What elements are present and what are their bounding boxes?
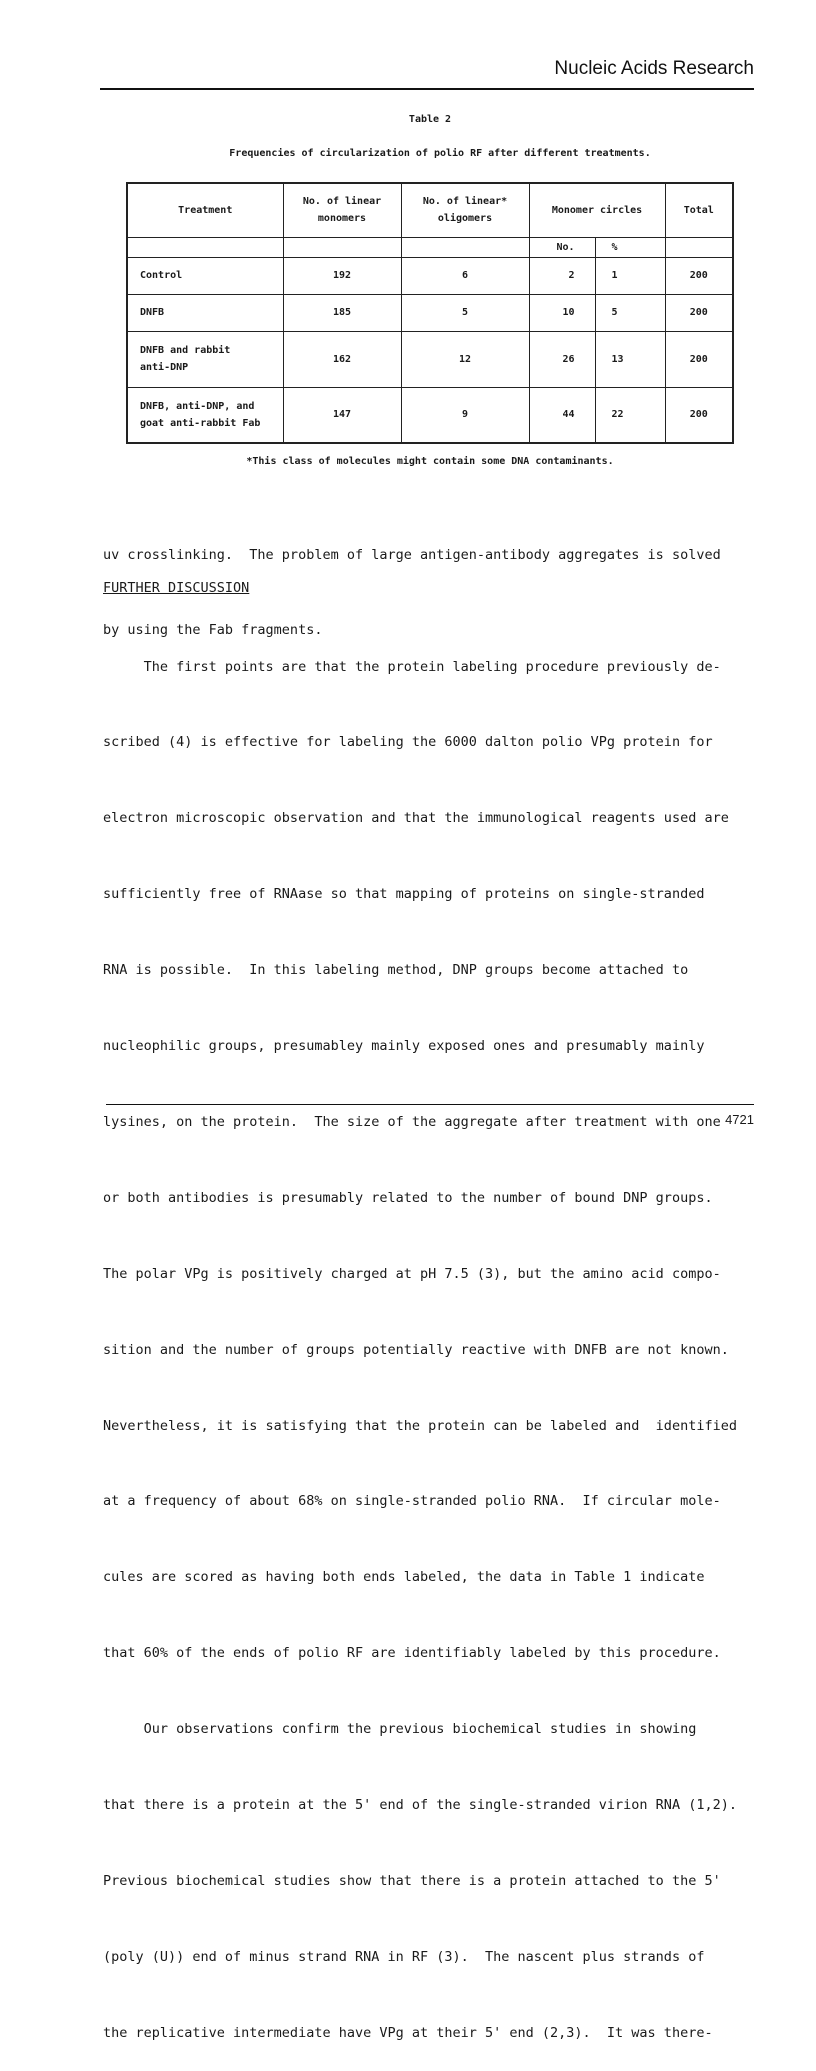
text-line: at a frequency of about 68% on single-stranded polio RNA. If circular mole- xyxy=(103,1493,721,1510)
treatment-cell: DNFB xyxy=(127,294,283,331)
total-cell: 200 xyxy=(665,331,733,387)
circles-no-cell: 2 xyxy=(529,257,595,294)
table-caption: Frequencies of circularization of polio RF after different treatments. xyxy=(229,148,651,159)
oligomers-cell: 5 xyxy=(401,294,529,331)
table-label: Table 2 xyxy=(408,114,452,125)
text-line: RNA is possible. In this labeling method, DNP groups become attached to xyxy=(103,962,689,979)
monomers-cell: 162 xyxy=(283,331,401,387)
text-line: Previous biochemical studies show that there is a protein attached to the 5' xyxy=(103,1872,721,1889)
text-line: uv crosslinking. The problem of large antigen-antibody aggregates is solved xyxy=(103,546,721,563)
circularization-table xyxy=(126,182,734,444)
table-footnote: *This class of molecules might contain some DNA contaminants. xyxy=(246,456,614,467)
treatment-cell xyxy=(127,331,283,387)
text-line: Our observations confirm the previous biochemical studies in showing xyxy=(103,1721,697,1738)
treatment-cell: Control xyxy=(127,257,283,294)
treatment-line1: DNFB and rabbit xyxy=(140,345,231,356)
text-line: Nevertheless, it is satisfying that the protein can be labeled and identified xyxy=(103,1417,737,1434)
circles-pct-cell: 1 xyxy=(595,257,665,294)
table-row-dnfb-fab xyxy=(127,387,733,443)
text-line: the replicative intermediate have VPg at their 5' end (2,3). It was there- xyxy=(103,2024,713,2041)
total-cell: 200 xyxy=(665,294,733,331)
header-linear-monomers-line1: No. of linear xyxy=(302,196,382,208)
journal-title: Nucleic Acids Research xyxy=(554,58,754,79)
text-line: lysines, on the protein. The size of the aggregate after treatment with one xyxy=(103,1113,721,1130)
circles-no-cell: 10 xyxy=(529,294,595,331)
subheader-no: No. xyxy=(529,237,595,257)
footer-rule xyxy=(106,1104,754,1105)
discussion-text xyxy=(103,604,763,2071)
text-line: The first points are that the protein labeling procedure previously de- xyxy=(103,658,721,675)
oligomers-cell: 12 xyxy=(401,331,529,387)
page-number: 4721 xyxy=(725,1112,754,1127)
text-line: sition and the number of groups potentially reactive with DNFB are not known. xyxy=(103,1341,729,1358)
circles-pct-cell: 13 xyxy=(595,331,665,387)
header-total: Total xyxy=(665,183,733,237)
treatment-line2: anti-DNP xyxy=(140,362,189,373)
circles-pct-cell: 5 xyxy=(595,294,665,331)
text-line: by using the Fab fragments. xyxy=(103,622,323,639)
table-subheader-row xyxy=(127,237,733,257)
treatment-cell xyxy=(127,387,283,443)
table-row-dnfb-rabbit xyxy=(127,331,733,387)
oligomers-cell: 6 xyxy=(401,257,529,294)
header-linear-oligomers-line2: oligomers xyxy=(437,213,493,225)
subheader-empty xyxy=(283,237,401,257)
subheader-empty xyxy=(401,237,529,257)
section-heading: FURTHER DISCUSSION xyxy=(103,580,250,596)
text-line: sufficiently free of RNAase so that mapping of proteins on single-stranded xyxy=(103,886,705,903)
text-line: nucleophilic groups, presumabley mainly exposed ones and presumably mainly xyxy=(103,1038,705,1055)
subheader-empty xyxy=(127,237,283,257)
header-rule xyxy=(100,88,754,90)
text-line: scribed (4) is effective for labeling the 6000 dalton polio VPg protein for xyxy=(103,734,713,751)
text-line: or both antibodies is presumably related to the number of bound DNP groups. xyxy=(103,1189,713,1206)
monomers-cell: 185 xyxy=(283,294,401,331)
total-cell: 200 xyxy=(665,387,733,443)
monomers-cell: 192 xyxy=(283,257,401,294)
text-line: that there is a protein at the 5' end of the single-stranded virion RNA (1,2). xyxy=(103,1796,737,1813)
header-linear-monomers xyxy=(283,183,401,237)
circles-no-cell: 26 xyxy=(529,331,595,387)
text-line: The polar VPg is positively charged at pH 7.5 (3), but the amino acid compo- xyxy=(103,1265,721,1282)
treatment-line1: DNFB, anti-DNP, and xyxy=(140,400,255,412)
oligomers-cell: 9 xyxy=(401,387,529,443)
circles-no-cell: 44 xyxy=(529,387,595,443)
monomers-cell: 147 xyxy=(283,387,401,443)
total-cell: 200 xyxy=(665,257,733,294)
text-line: that 60% of the ends of polio RF are identifiably labeled by this procedure. xyxy=(103,1645,721,1662)
subheader-empty xyxy=(665,237,733,257)
header-treatment: Treatment xyxy=(127,183,283,237)
text-line: electron microscopic observation and that the immunological reagents used are xyxy=(103,810,729,827)
text-line: cules are scored as having both ends labeled, the data in Table 1 indicate xyxy=(103,1569,705,1586)
header-monomer-circles: Monomer circles xyxy=(529,183,665,237)
table-header-row xyxy=(127,183,733,237)
treatment-line2: goat anti-rabbit Fab xyxy=(140,417,261,429)
table-row-dnfb xyxy=(127,294,733,331)
header-linear-monomers-line2: monomers xyxy=(317,213,367,225)
subheader-pct: % xyxy=(595,237,665,257)
header-linear-oligomers xyxy=(401,183,529,237)
text-line: (poly (U)) end of minus strand RNA in RF (3). The nascent plus strands of xyxy=(103,1948,705,1965)
table-row-control xyxy=(127,257,733,294)
header-linear-oligomers-line1: No. of linear* xyxy=(422,196,508,208)
circles-pct-cell: 22 xyxy=(595,387,665,443)
